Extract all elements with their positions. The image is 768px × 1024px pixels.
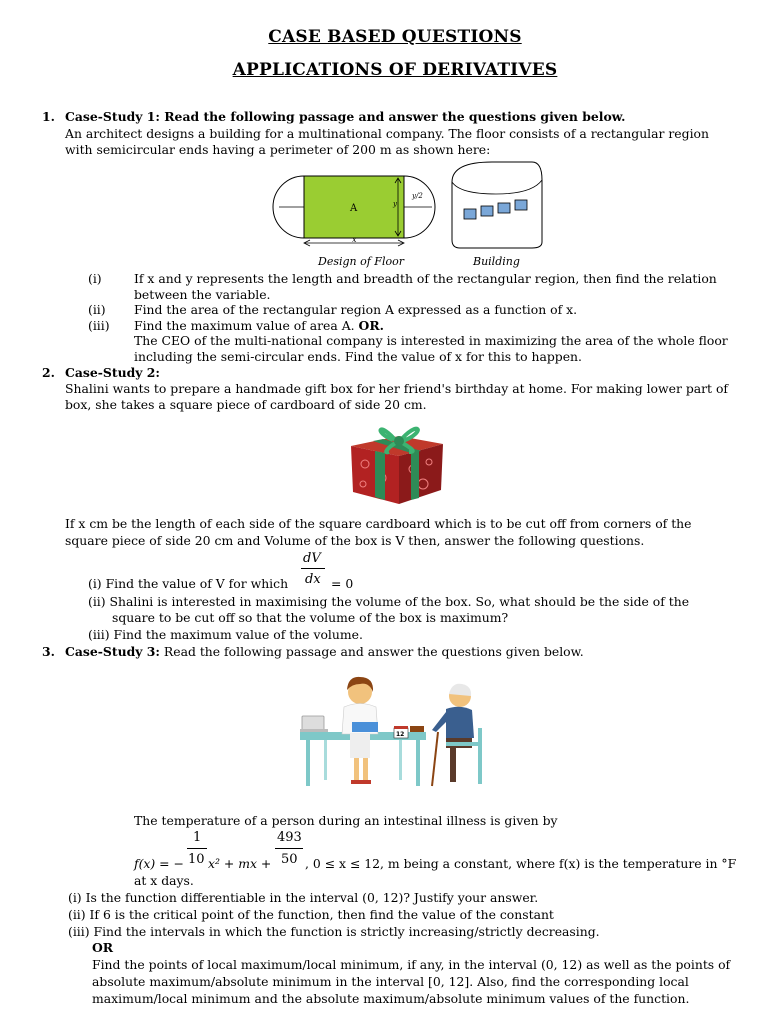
case2-intro-line2: box, she takes a square piece of cardboard of side 20 cm. — [65, 397, 427, 412]
case3-alt-line3: maximum/local minimum and the absolute maximum/absolute minimum values of the function. — [92, 991, 690, 1006]
floor-design-diagram — [270, 160, 560, 270]
frac1-denominator: 10 — [188, 852, 205, 867]
case3-heading-rest: Read the following passage and answer the questions given below. — [163, 644, 584, 659]
case2-q1-text: (i) Find the value of V for which — [88, 576, 289, 591]
calendar-date: 12 — [396, 731, 405, 738]
case1-q1-line2: between the variable. — [134, 287, 271, 302]
building-illustration — [452, 162, 542, 248]
case3-number: 3. — [42, 644, 55, 659]
doctor-patient-illustration — [296, 672, 496, 790]
dx-denominator: dx — [305, 572, 321, 587]
case2-heading: Case-Study 2: — [65, 365, 160, 380]
case3-heading-line — [65, 644, 584, 659]
dvdx-fraction-bar — [301, 568, 325, 569]
case1-intro-line1: An architect designs a building for a multinational company. The floor consists of a rectangular region — [65, 126, 709, 141]
case1-or: OR. — [358, 318, 384, 333]
frac2-numerator: 493 — [277, 830, 302, 845]
case1-q2-number: (ii) — [88, 302, 106, 317]
frac2-bar — [275, 848, 303, 849]
case1-q3-number: (iii) — [88, 318, 110, 333]
case3-or: OR — [92, 940, 114, 955]
function-tail: , 0 ≤ x ≤ 12, m being a constant, where f(x) is the temperature in °F — [305, 856, 737, 871]
dv-numerator: dV — [303, 551, 321, 566]
case3-q1: (i) Is the function differentiable in the interval (0, 12)? Justify your answer. — [68, 890, 539, 905]
case1-q3 — [134, 318, 384, 333]
case2-q2-line1: (ii) Shalini is interested in maximising the volume of the box. So, what should be the side of the — [88, 594, 690, 609]
case2-para-line2: square piece of side 20 cm and Volume of the box is V then, answer the following questions. — [65, 533, 645, 548]
case1-q1-line1: If x and y represents the length and breadth of the rectangular region, then find the relation — [134, 271, 717, 286]
case1-q3-alt-line1: The CEO of the multi-national company is interested in maximizing the area of the whole floor — [134, 333, 728, 348]
area-a-label: A — [350, 203, 358, 214]
frac2-denominator: 50 — [281, 852, 298, 867]
case2-q3: (iii) Find the maximum value of the volume. — [88, 627, 363, 642]
case3-heading: Case-Study 3: — [65, 644, 160, 659]
case2-para-line1: If x cm be the length of each side of the square cardboard which is to be cut off from corners of the — [65, 516, 692, 531]
page-title: CASE BASED QUESTIONS — [268, 27, 522, 47]
case1-q1-number: (i) — [88, 271, 102, 286]
frac1-bar — [187, 848, 207, 849]
y-axis-label: y — [393, 200, 397, 208]
gift-box-illustration — [343, 414, 451, 506]
case3-q2: (ii) If 6 is the critical point of the function, then find the value of the constant — [68, 907, 554, 922]
case1-q3-text: Find the maximum value of area A. — [134, 318, 355, 333]
function-mid: x² + mx + — [208, 856, 272, 871]
case3-para: The temperature of a person during an intestinal illness is given by — [134, 813, 558, 828]
case1-number: 1. — [42, 109, 55, 124]
building-caption: Building — [473, 255, 520, 268]
frac1-numerator: 1 — [193, 830, 202, 845]
page-subtitle: APPLICATIONS OF DERIVATIVES — [232, 60, 558, 80]
floor-caption: Design of Floor — [318, 255, 404, 268]
case1-q3-alt-line2: including the semi-circular ends. Find the value of x for this to happen. — [134, 349, 582, 364]
x-axis-label: x — [352, 235, 357, 244]
case2-number: 2. — [42, 365, 55, 380]
function-fx: f(x) = − — [134, 856, 184, 871]
case2-q2-line2: square to be cut off so that the volume of the box is maximum? — [112, 610, 509, 625]
case2-intro-line1: Shalini wants to prepare a handmade gift box for her friend's birthday at home. For making lower part of — [65, 381, 729, 396]
function-tail2: at x days. — [134, 873, 194, 888]
case3-q3: (iii) Find the intervals in which the function is strictly increasing/strictly decreasing. — [68, 924, 600, 939]
case3-alt-line1: Find the points of local maximum/local minimum, if any, in the interval (0, 12) as well as the points of — [92, 957, 731, 972]
case1-intro-line2: with semicircular ends having a perimeter of 200 m as shown here: — [65, 142, 491, 157]
y-half-label: y/2 — [412, 192, 423, 200]
equals-zero: = 0 — [331, 576, 354, 591]
case3-alt-line2: absolute maximum/absolute minimum in the interval [0, 12]. Also, find the corresponding local — [92, 974, 689, 989]
case1-q2: Find the area of the rectangular region A expressed as a function of x. — [134, 302, 578, 317]
case1-heading: Case-Study 1: Read the following passage and answer the questions given below. — [65, 109, 626, 124]
